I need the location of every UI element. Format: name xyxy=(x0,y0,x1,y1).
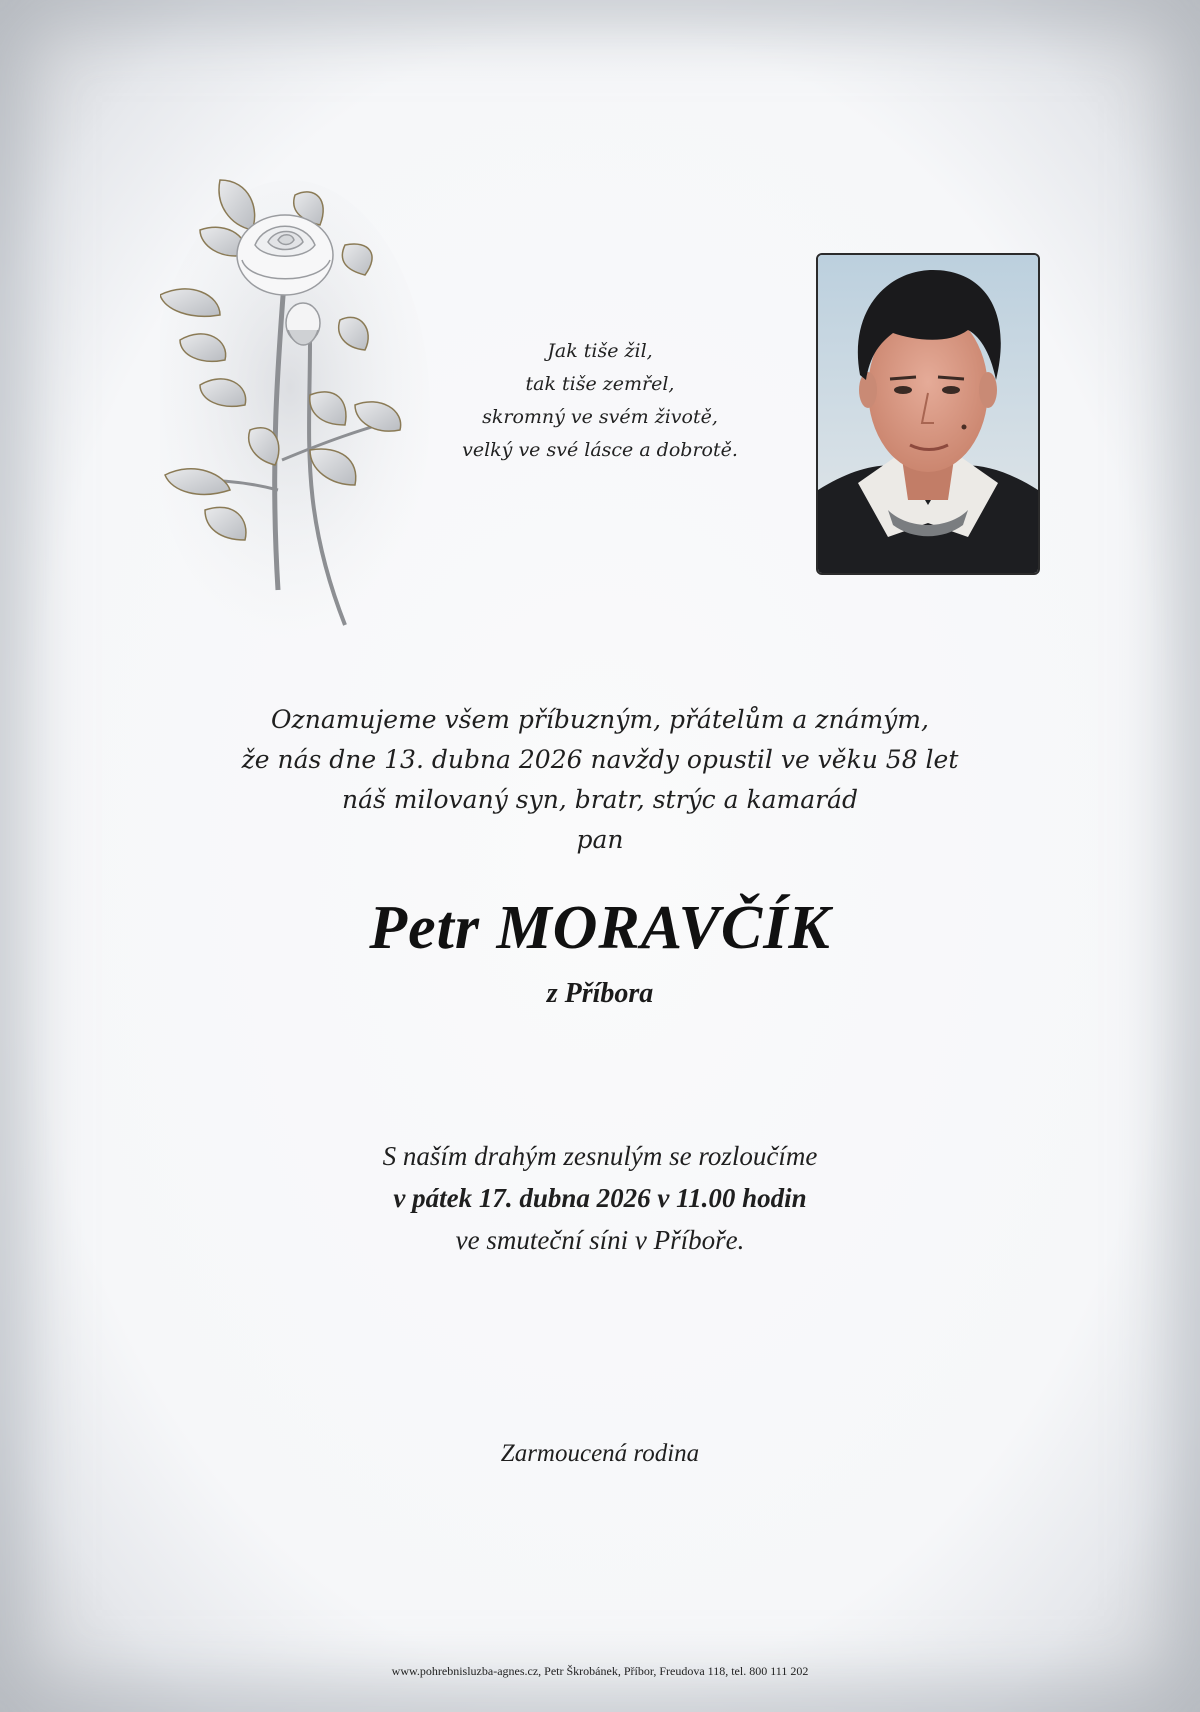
announcement-line: Oznamujeme všem příbuzným, přátelům a známým, xyxy=(271,705,929,734)
portrait-photo xyxy=(816,253,1040,575)
farewell-info xyxy=(150,1135,1050,1261)
verse-line: velký ve své lásce a dobrotě. xyxy=(462,439,738,461)
verse-line: skromný ve svém životě, xyxy=(482,406,718,428)
announcement-line: náš milovaný syn, bratr, strýc a kamarád xyxy=(342,785,858,814)
verse-line: Jak tiše žil, xyxy=(547,340,653,362)
signature: Zarmoucená rodina xyxy=(500,1440,700,1467)
announcement xyxy=(150,700,1050,860)
deceased-origin: z Příbora xyxy=(546,978,654,1009)
rose-icon xyxy=(160,160,440,640)
farewell-line: S naším drahým zesnulým se rozloučíme xyxy=(382,1141,818,1171)
footer-contact: www.pohrebnisluzba-agnes.cz, Petr Škrobánek, Příbor, Freudova 118, tel. 800 111 202 xyxy=(391,1664,809,1678)
portrait-icon xyxy=(818,255,1038,573)
announcement-line: že nás dne 13. dubna 2026 navždy opustil ve věku 58 let xyxy=(241,745,959,774)
farewell-date: v pátek 17. dubna 2026 v 11.00 hodin xyxy=(393,1183,807,1213)
deceased-name: Petr MORAVČÍK xyxy=(369,894,831,962)
verse-line: tak tiše zemřel, xyxy=(525,373,675,395)
announcement-line: pan xyxy=(576,825,624,854)
verse xyxy=(440,335,760,467)
farewell-place: ve smuteční síni v Příboře. xyxy=(455,1225,745,1255)
